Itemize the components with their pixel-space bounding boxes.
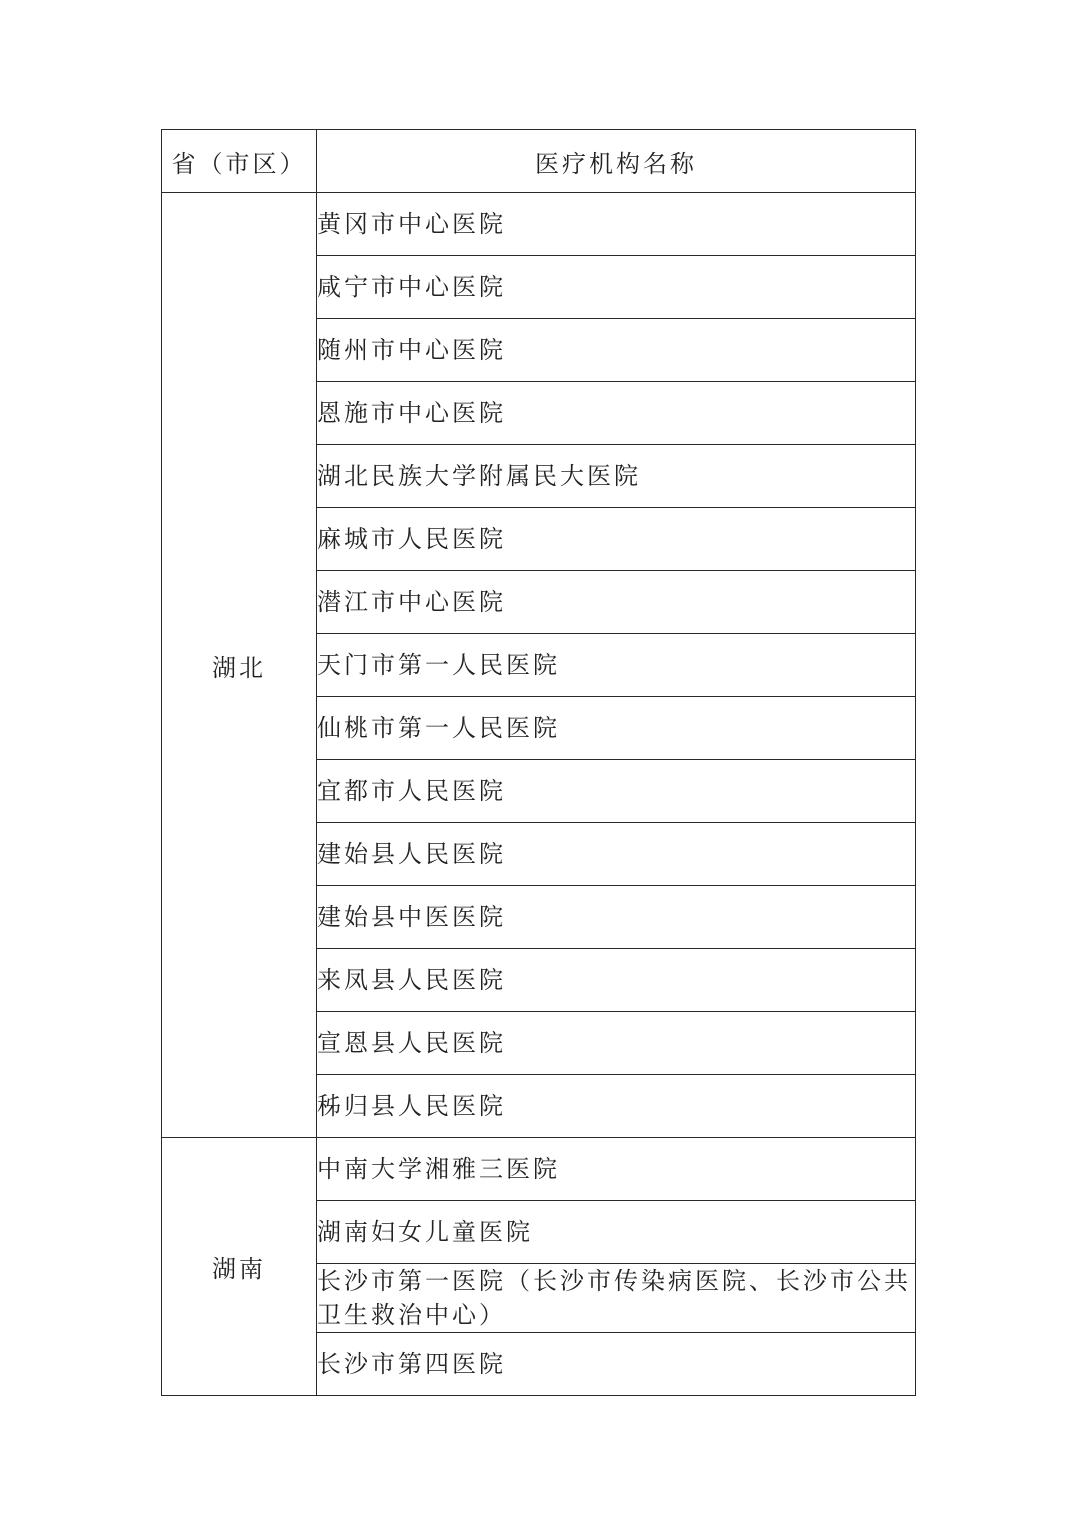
province-cell-hubei: 湖北 <box>162 193 317 1138</box>
hospital-name-cell: 潜江市中心医院 <box>317 571 916 634</box>
hospital-name-cell: 长沙市第一医院（长沙市传染病医院、长沙市公共卫生救治中心） <box>317 1264 916 1333</box>
hospital-name-cell: 中南大学湘雅三医院 <box>317 1138 916 1201</box>
hospital-name-cell: 恩施市中心医院 <box>317 382 916 445</box>
table-header-row <box>162 130 916 193</box>
hospital-name-cell: 建始县中医医院 <box>317 886 916 949</box>
hospital-name-cell: 宣恩县人民医院 <box>317 1012 916 1075</box>
hospital-name-cell: 长沙市第四医院 <box>317 1333 916 1396</box>
province-cell-hunan: 湖南 <box>162 1138 317 1396</box>
hospital-name-cell: 随州市中心医院 <box>317 319 916 382</box>
hospital-name-cell: 建始县人民医院 <box>317 823 916 886</box>
table-row <box>162 193 916 256</box>
hospital-name-cell: 秭归县人民医院 <box>317 1075 916 1138</box>
hospital-name-cell: 仙桃市第一人民医院 <box>317 697 916 760</box>
hospital-name-cell: 湖北民族大学附属民大医院 <box>317 445 916 508</box>
hospital-name-cell: 黄冈市中心医院 <box>317 193 916 256</box>
hospital-table <box>161 129 916 1396</box>
table-row <box>162 1138 916 1201</box>
hospital-name-cell: 天门市第一人民医院 <box>317 634 916 697</box>
header-hospital-name: 医疗机构名称 <box>317 130 916 193</box>
hospital-name-cell: 麻城市人民医院 <box>317 508 916 571</box>
header-province: 省（市区） <box>162 130 317 193</box>
hospital-name-cell: 湖南妇女儿童医院 <box>317 1201 916 1264</box>
hospital-name-cell: 宜都市人民医院 <box>317 760 916 823</box>
hospital-name-cell: 来凤县人民医院 <box>317 949 916 1012</box>
hospital-name-cell: 咸宁市中心医院 <box>317 256 916 319</box>
